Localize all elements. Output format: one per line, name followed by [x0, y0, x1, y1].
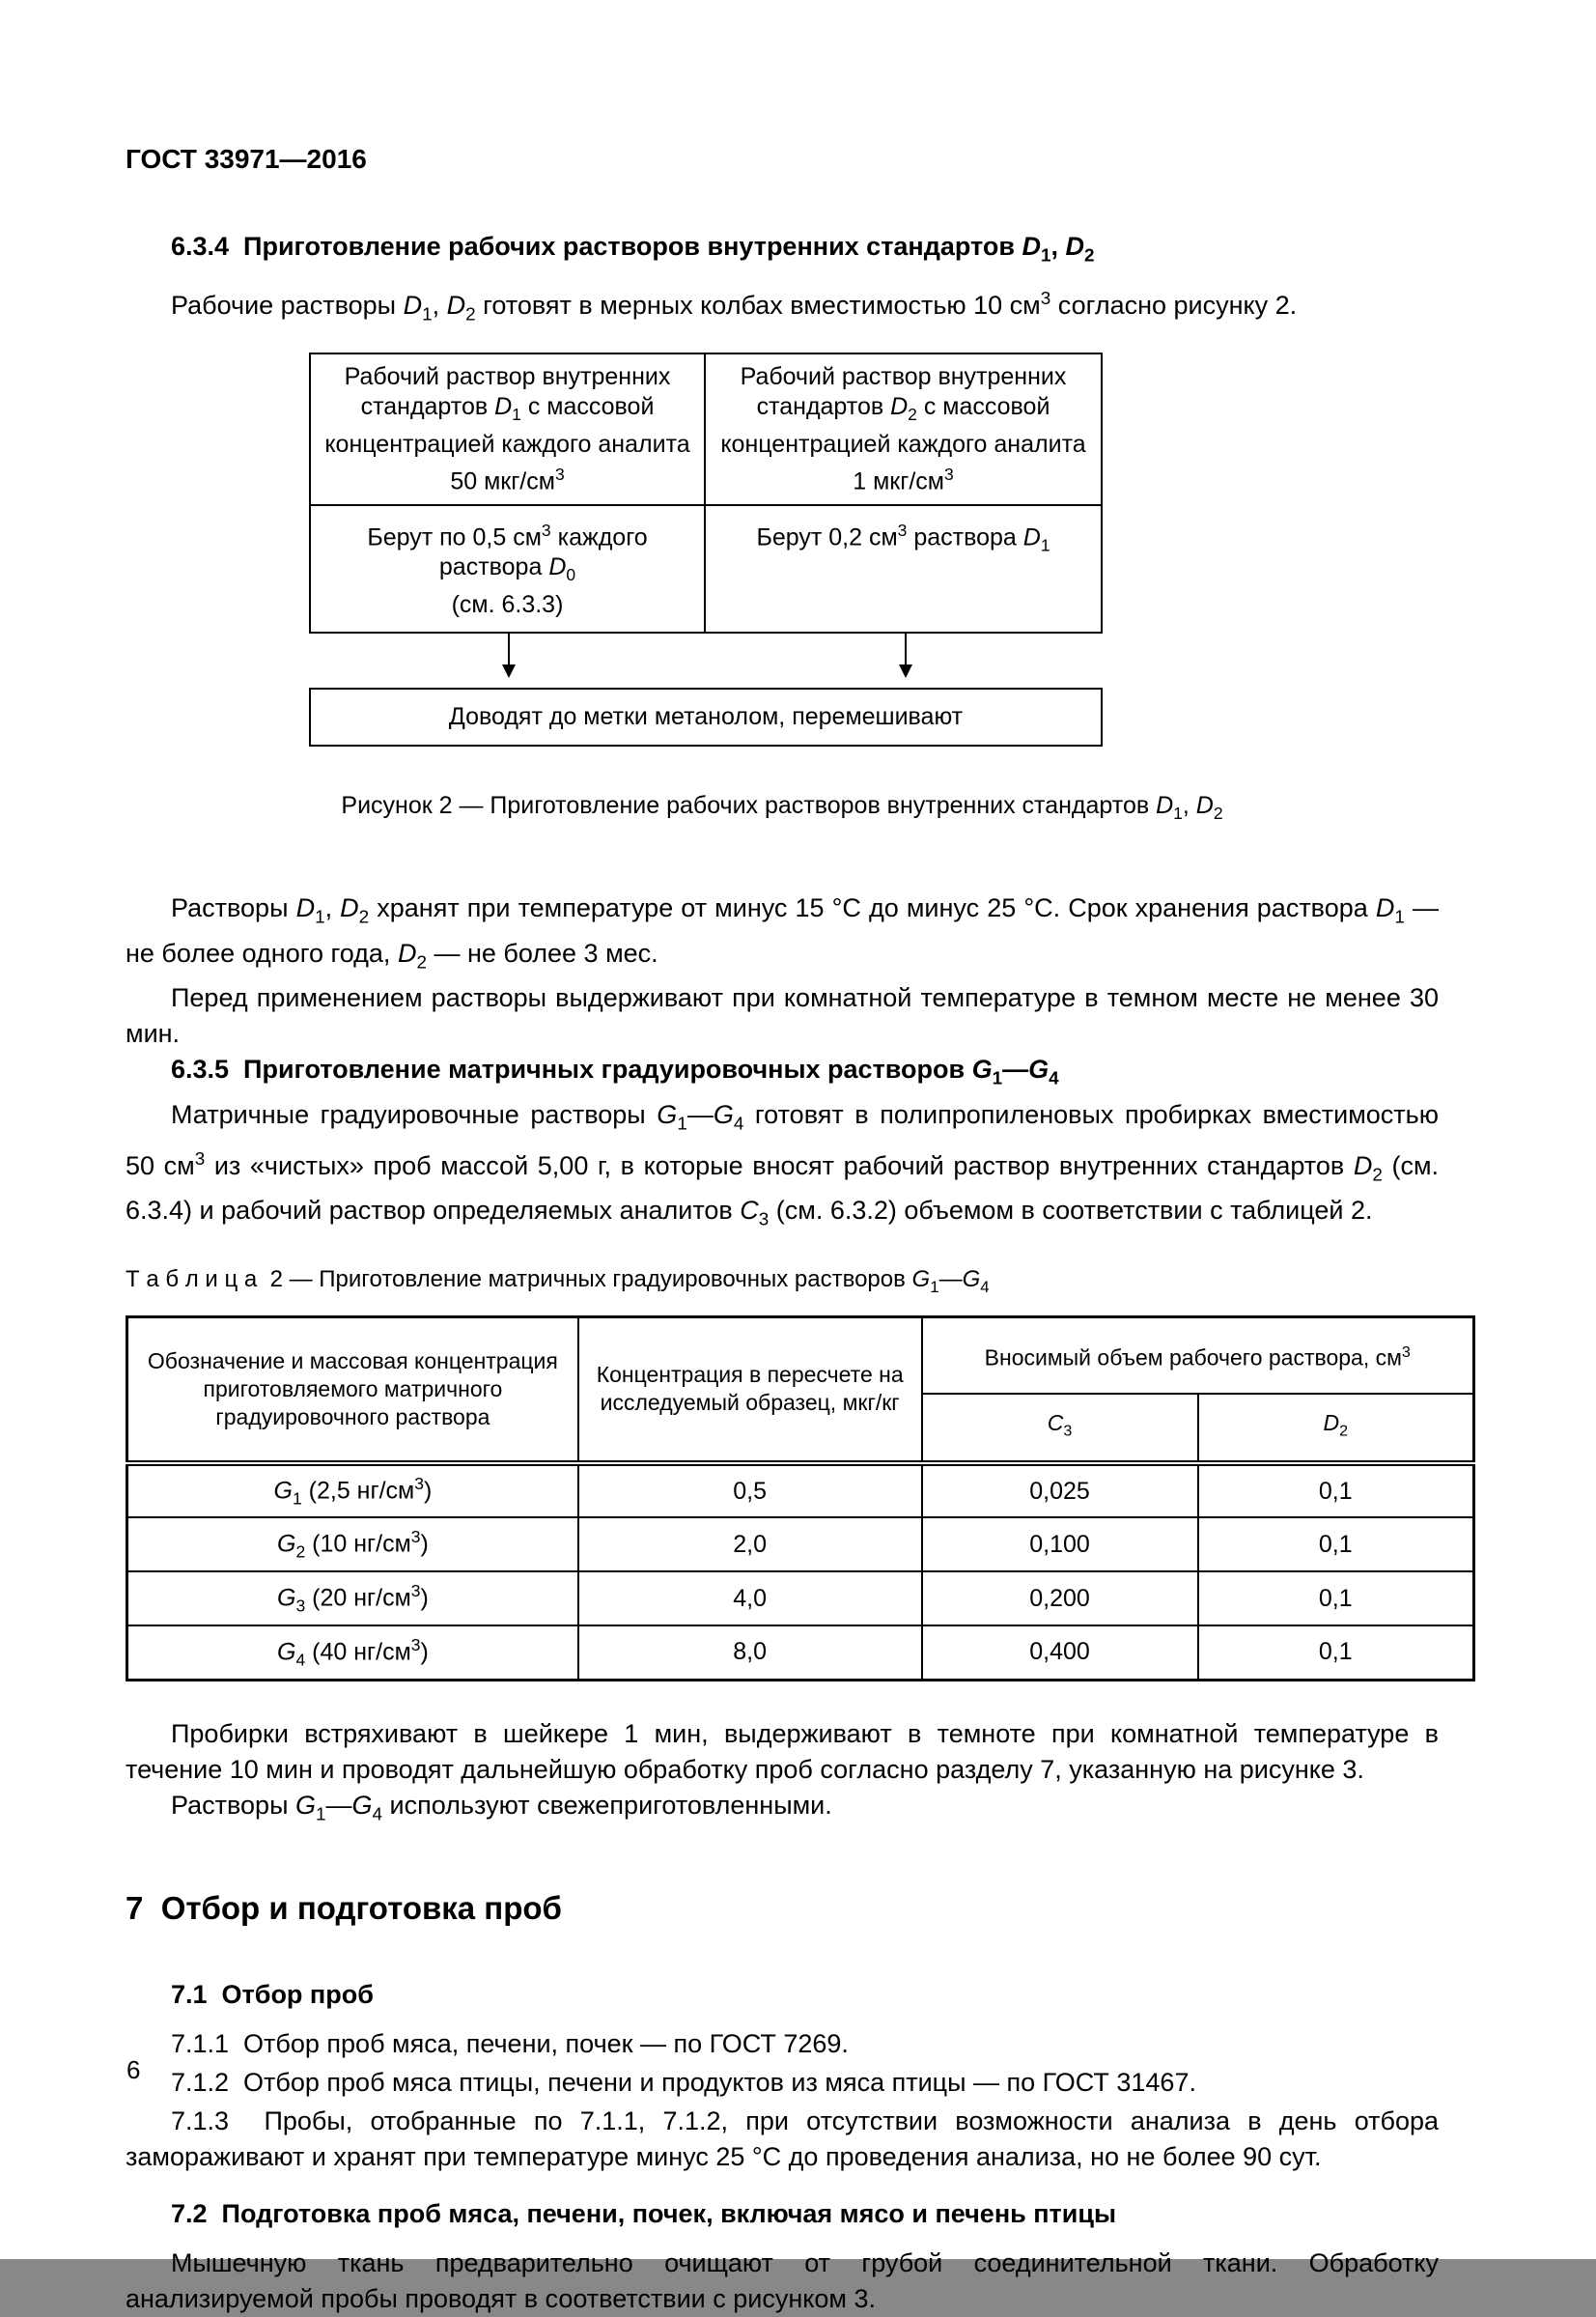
cell-d2-volume: 0,1: [1198, 1571, 1474, 1625]
paragraph-before-use: Перед применением растворы выдерживают при комнатной температуре в темном месте не менее 30 мин.: [126, 983, 1439, 1049]
document-body: [126, 229, 1439, 1238]
table-row: [127, 1463, 1474, 1517]
cell-d2-volume: 0,1: [1198, 1625, 1474, 1680]
flow-box-d1-title: Рабочий раствор внутренних стандартов $D_1$ с массовой концентрацией каждого аналита 50 мкг/$см^3$: [311, 354, 706, 504]
flow-arrows: [309, 634, 1103, 688]
table-2-caption: Т а б л и ц а 2 — Приготовление матричных градуировочных растворов $G_1—G_4$: [126, 1265, 990, 1296]
paragraph-7-1-3: 7.1.3 Пробы, отобранные по 7.1.1, 7.1.2, при отсутствии возможности анализа в день отбора замораживают и хранят при температуре минус 25 °С до проведения анализа, но не более 90 сут.: [126, 2105, 1439, 2171]
cell-c3-volume: 0,100: [922, 1517, 1198, 1571]
paragraph-7-1-1: 7.1.1 Отбор проб мяса, печени, почек — по ГОСТ 7269.: [171, 2028, 849, 2058]
flow-box-d2-action: Берут 0,2 $см^3$ раствора $D_1$: [706, 504, 1101, 632]
section-heading-6-3-5: 6.3.5 Приготовление матричных градуировочных растворов $G_1—G_4$: [171, 1055, 1059, 1089]
paragraph-shaker: Пробирки встряхивают в шейкере 1 мин, выдерживают в темноте при комнатной температуре в течение 10 мин и проводят дальнейшую обработку проб согласно разделу 7, указанную на рисунке 3.: [126, 1718, 1439, 1784]
column-header-added-volume: Вносимый объем рабочего раствора, $см^3$: [922, 1316, 1474, 1394]
arrow-down-icon: [508, 634, 510, 672]
section-7-1-heading: 7.1 Отбор проб: [171, 1979, 374, 2009]
cell-concentration: 0,5: [578, 1463, 922, 1517]
figure-2-boxes: [309, 353, 1103, 635]
paragraph-6-3-5-intro: Матричные градуировочные растворы $G_1—G_4$ готовят в полипропиленовых пробирках вместимостью 50 $см^3$ из «чистых» проб массой 5,00 г, в которые вносят рабочий раствор внутренних стандартов $D_2$ (см. 6.3.4) и рабочий раствор определяемых аналитов $C_3$ (см. 6.3.2) объемом в соответствии с таблицей 2.: [126, 1099, 1440, 1230]
flow-bottom-box: Доводят до метки метанолом, перемешивают: [309, 688, 1103, 747]
section-7-heading: 7 Отбор и подготовка проб: [126, 1889, 562, 1926]
section-7-2-heading: 7.2 Подготовка проб мяса, печени, почек, включая мясо и печень птицы: [171, 2198, 1117, 2228]
paragraph-6-3-4-intro: Рабочие растворы $D_1$, $D_2$ готовят в мерных колбах вместимостью 10 $см^3$ согласно рисунку 2.: [171, 289, 1298, 325]
table-2: [126, 1315, 1475, 1681]
section-heading-6-3-4: 6.3.4 Приготовление рабочих растворов внутренних стандартов $D_1$, $D_2$: [171, 232, 1095, 267]
cell-designation: $G_1$ (2,5 $нг/см^3$): [127, 1463, 578, 1517]
cell-designation: $G_3$ (20 $нг/см^3$): [127, 1571, 578, 1625]
paragraph-7-2: Мышечную ткань предварительно очищают от грубой соединительной ткани. Обработку анализируемой пробы проводят в соответствии с рисунком 3.: [126, 2247, 1439, 2313]
paragraph-7-1-2: 7.1.2 Отбор проб мяса птицы, печени и продуктов из мяса птицы — по ГОСТ 31467.: [171, 2067, 1196, 2097]
column-header-d2: $D_2$: [1198, 1394, 1474, 1463]
cell-d2-volume: 0,1: [1198, 1463, 1474, 1517]
column-header-designation: Обозначение и массовая концентрация приготовляемого матричного градуировочного раствора: [127, 1316, 578, 1463]
cell-concentration: 8,0: [578, 1625, 922, 1680]
table-2-header: [127, 1316, 1474, 1463]
cell-c3-volume: 0,025: [922, 1463, 1198, 1517]
table-row: [127, 1571, 1474, 1625]
cell-c3-volume: 0,400: [922, 1625, 1198, 1680]
table-row: [127, 1517, 1474, 1571]
figure-2-flowchart: [309, 353, 1103, 748]
column-header-concentration: Концентрация в пересчете на исследуемый образец, мкг/кг: [578, 1316, 922, 1463]
cell-d2-volume: 0,1: [1198, 1517, 1474, 1571]
cell-concentration: 2,0: [578, 1517, 922, 1571]
cell-concentration: 4,0: [578, 1571, 922, 1625]
document-body-after-table: [126, 1716, 1439, 2317]
cell-designation: $G_2$ (10 $нг/см^3$): [127, 1517, 578, 1571]
arrow-down-icon: [905, 634, 907, 672]
doc-number-header: ГОСТ 33971—2016: [126, 144, 367, 174]
column-header-c3: $C_3$: [922, 1394, 1198, 1463]
paragraph-fresh-solutions: Растворы $G_1—G_4$ используют свежеприготовленными.: [171, 1790, 832, 1824]
cell-c3-volume: 0,200: [922, 1571, 1198, 1625]
table-row: [127, 1625, 1474, 1680]
paragraph-storage: Растворы $D_1$, $D_2$ хранят при температуре от минус 15 °С до минус 25 °С. Срок хранения раствора $D_1$ — не более одного года, $D_2$ — не более 3 мес.: [126, 893, 1439, 974]
flow-box-d2-title: Рабочий раствор внутренних стандартов $D_2$ с массовой концентрацией каждого аналита 1 мкг/$см^3$: [720, 362, 1086, 495]
cell-designation: $G_4$ (40 $нг/см^3$): [127, 1625, 578, 1680]
flow-box-d1-action: Берут по 0,5 $см^3$ каждого раствора $D_0$ (см. 6.3.3): [311, 504, 706, 632]
figure-2-caption: Рисунок 2 — Приготовление рабочих растворов внутренних стандартов $D_1$, $D_2$: [341, 792, 1223, 824]
page-number: 6: [126, 2055, 141, 2084]
